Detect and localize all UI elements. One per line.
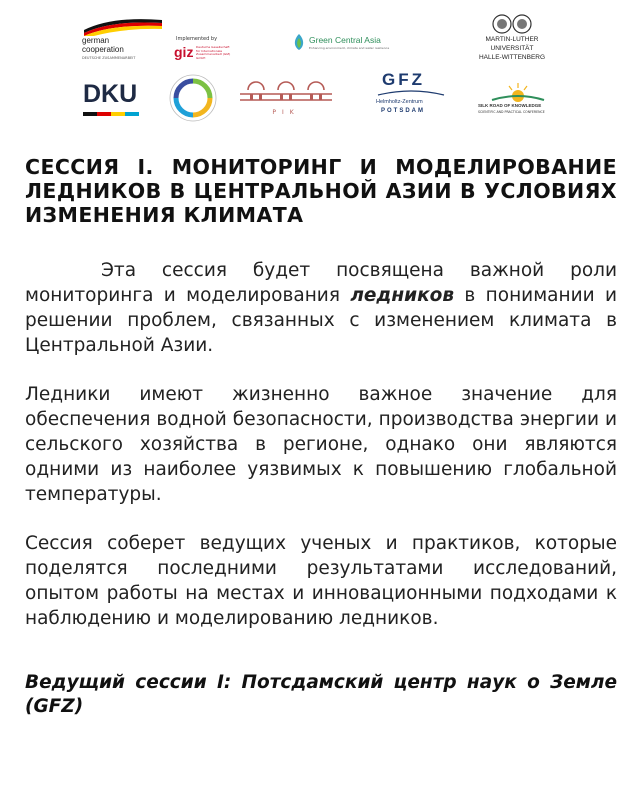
green-central-asia-subtitle: Enhancing environment, climate and water resilience [309, 46, 390, 50]
leaf-icon [291, 32, 307, 52]
paragraph-1-emphasis: ледников [350, 285, 455, 306]
gfz-name: GFZ [382, 70, 425, 89]
gfz-line3: POTSDAM [381, 108, 425, 114]
university-seal-icon [470, 14, 554, 34]
partner-logos [0, 0, 641, 140]
session-paragraph-3: Сессия соберет ведущих ученых и практиков, которые поделятся последними результатами исследований, опытом работы на местах и инновационными подходами к наблюдению и моделированию ледников. [25, 533, 617, 629]
silk-road-name: SILK ROAD OF KNOWLEDGE [478, 103, 542, 108]
pik-logo [236, 76, 336, 118]
mlu-line1: MARTIN-LUTHER [485, 36, 539, 43]
german-cooperation-logo [82, 14, 166, 62]
paragraph-1-start: Эта сессия будет посвящена важной роли мониторинга и моделирования [25, 260, 617, 306]
giz-subtitle: Deutsche Gesellschaft für Internationale Zusammenarbeit (GIZ) GmbH [196, 45, 231, 60]
mlu-line2: UNIVERSITÄT [490, 45, 534, 52]
green-central-asia-name: Green Central Asia [309, 35, 381, 45]
ring-logo [168, 73, 218, 123]
session-paragraph-1 [25, 258, 617, 358]
session-content [25, 155, 617, 719]
silk-road-subtitle: SCIENTIFIC AND PRACTICAL CONFERENCE [478, 110, 545, 114]
silk-road-logo [474, 80, 564, 120]
pik-domes-icon [236, 76, 336, 106]
german-cooperation-line3: DEUTSCHE ZUSAMMENARBEIT [82, 56, 136, 60]
gfz-swoosh-icon [376, 89, 446, 99]
german-cooperation-line2: cooperation [82, 45, 124, 54]
green-central-asia-logo [291, 32, 401, 54]
dku-logo [83, 80, 143, 120]
gfz-logo [376, 70, 446, 120]
sunrise-icon [488, 80, 548, 102]
session-paragraph-2: Ледники имеют жизненно важное значение для обеспечения водной безопасности, производства энергии и сельского хозяйства в регионе, однако они являются одними из наиболее уязвимых к повышению глобальной температуры. [25, 384, 617, 505]
giz-name: giz [174, 44, 194, 60]
dku-flag-stripe-icon [83, 112, 143, 120]
paragraph-1-end: в понимании и решении проблем, связанных с изменением климата в Центральной Азии. [25, 285, 617, 356]
giz-logo [174, 36, 234, 64]
session-title: СЕССИЯ I. МОНИТОРИНГ И МОДЕЛИРОВАНИЕ ЛЕДНИКОВ В ЦЕНТРАЛЬНОЙ АЗИИ В УСЛОВИЯХ ИЗМЕНЕНИЯ КЛИМАТА [25, 155, 617, 227]
german-cooperation-line1: german [82, 36, 110, 45]
dku-name: DKU [83, 80, 138, 108]
session-moderator: Ведущий сессии I: Потсдамский центр наук о Земле (GFZ) [25, 672, 617, 717]
mlu-line3: HALLE-WITTENBERG [478, 54, 546, 61]
gfz-line2: Helmholtz-Zentrum [376, 99, 423, 105]
pik-name: PIK [272, 109, 300, 116]
giz-implemented-by: Implemented by [176, 36, 218, 42]
mlu-logo [470, 14, 554, 66]
german-flag-icon [82, 14, 166, 36]
circular-network-icon [168, 73, 218, 123]
